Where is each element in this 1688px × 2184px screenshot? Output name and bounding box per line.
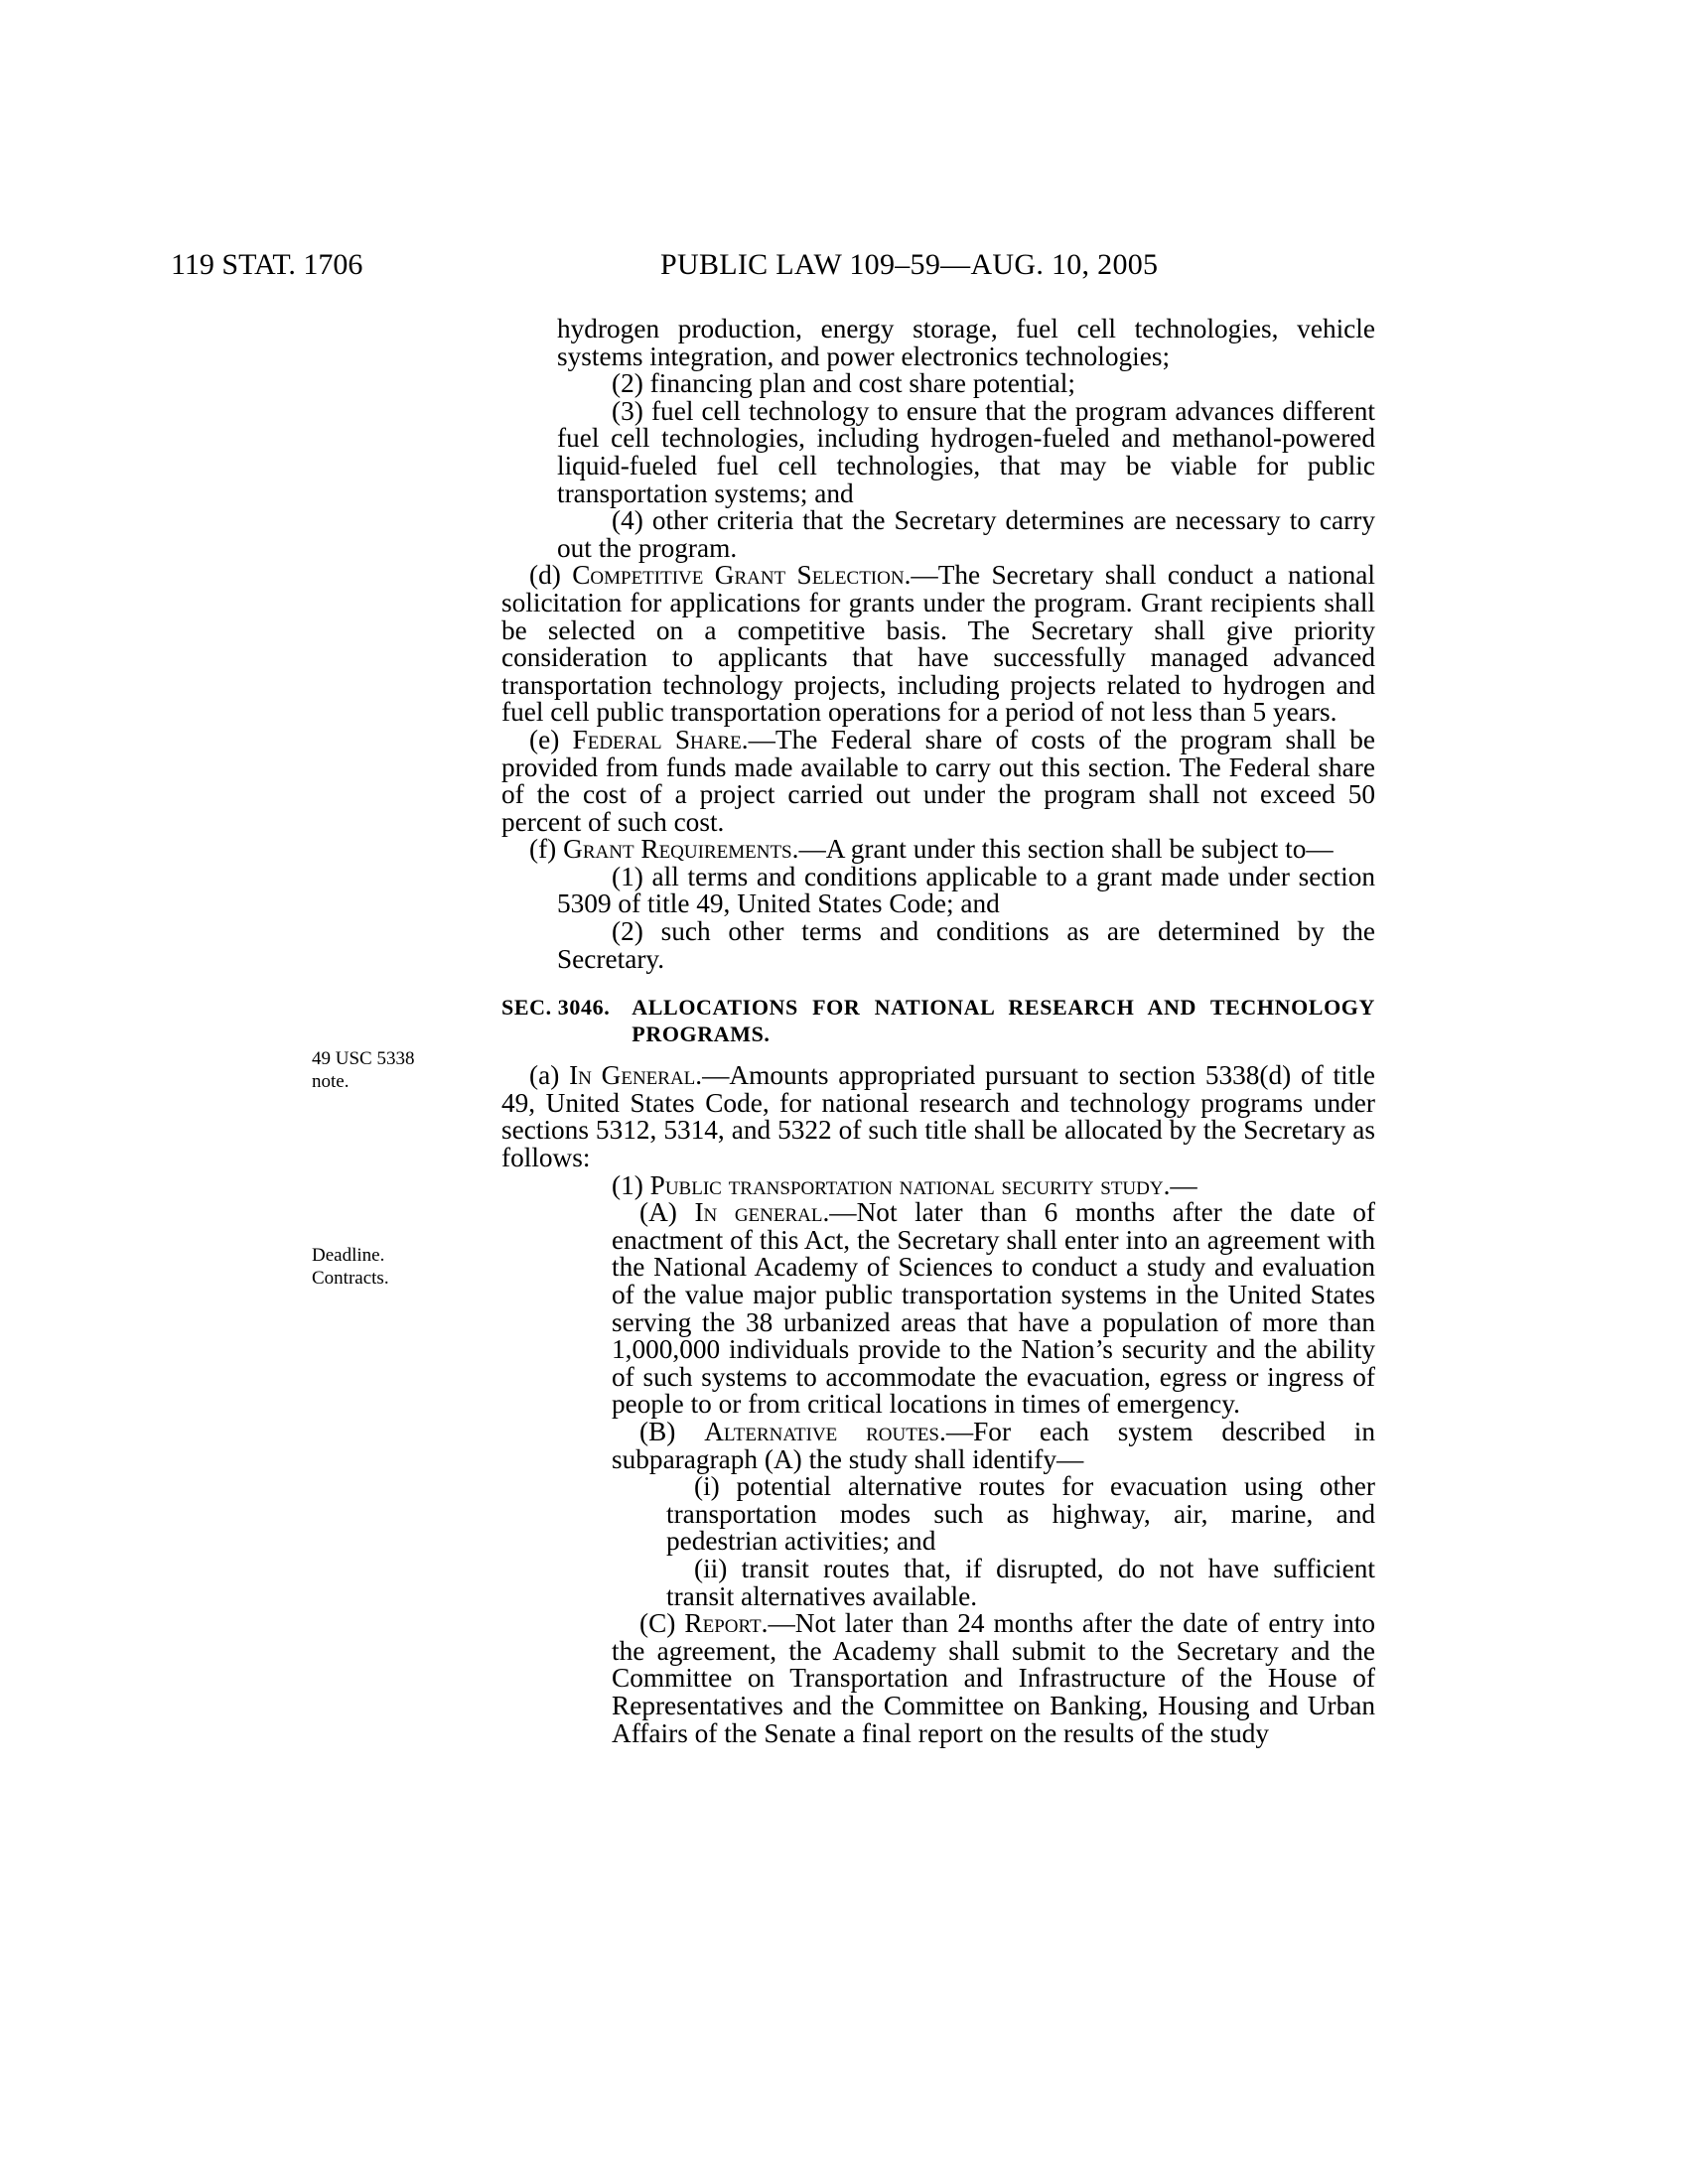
paragraph-1-dash: .— <box>1163 1169 1197 1200</box>
subparagraph-A-heading: In general <box>694 1197 823 1228</box>
subparagraph-C-text: .—Not later than 24 months after the date of entry into the agreement, the Academy shall submit to the Secretary and the Committee on Transportation and Infrastructure of the House of Representatives and the Committee on Banking, Housing and Urban Affairs of the Senate a final report on the results of the study <box>612 1608 1375 1748</box>
subparagraph-B-label: (B) <box>639 1416 705 1446</box>
subparagraph-A <box>501 1199 1375 1419</box>
subsection-d-label: (d) <box>529 560 573 591</box>
subsection-a-label: (a) <box>529 1060 570 1091</box>
subparagraph-B-heading: Alternative routes <box>704 1416 939 1446</box>
subparagraph-C <box>501 1610 1375 1747</box>
paragraph-3: (3) fuel cell technology to ensure that the program advances different fuel cell technologies, including hydrogen-fueled and methanol-powered liquid-fueled fuel cell technologies, that may be viable for public transportation systems; and <box>557 395 1375 508</box>
paragraph-1-heading <box>501 1169 1375 1200</box>
subparagraph-A-label: (A) <box>639 1197 695 1228</box>
statute-page-number: 119 STAT. 1706 <box>171 248 363 281</box>
subsection-a-text: .—Amounts appropriated pursuant to section 5338(d) of title 49, United States Code, for national research and technology programs under sections 5312, 5314, and 5322 of such title shall be allocated by the Secretary as follows: <box>501 1060 1375 1173</box>
subparagraph-B-text: .—For each system described in subparagraph (A) the study shall identify— <box>612 1416 1375 1474</box>
paragraph-4: (4) other criteria that the Secretary determines are necessary to carry out the program. <box>557 505 1375 563</box>
subsection-e-text: .—The Federal share of costs of the program shall be provided from funds made available to carry out this section. The Federal share of the cost of a project carried out under the program shall not exceed 50 percent of such cost. <box>501 724 1376 837</box>
subsection-e <box>501 724 1376 837</box>
clause-ii: (ii) transit routes that, if disrupted, do not have sufficient transit alternatives available. <box>666 1553 1375 1611</box>
subparagraph-B <box>501 1416 1375 1474</box>
margin-note-deadline: Deadline. Contracts. <box>312 1245 389 1289</box>
subsection-d-heading: Competitive Grant Selection <box>572 560 905 591</box>
subsection-f-item-1: (1) all terms and conditions applicable to a grant made under section 5309 of title 49, United States Code; and <box>557 861 1375 919</box>
subsection-f-label: (f) <box>529 834 564 865</box>
subparagraph-C-heading: Report <box>684 1608 762 1639</box>
subsection-d <box>501 562 1375 727</box>
subsection-f-text: .—A grant under this section shall be subject to— <box>791 834 1334 865</box>
subsection-d-text: .—The Secretary shall conduct a national solicitation for applications for grants under the program. Grant recipients shall be selected on a competitive basis. The Secretary shall give priority consideration to applicants that have successfully managed advanced transportation technology projects, including projects related to hydrogen and fuel cell public transportation operations for a period of not less than 5 years. <box>501 560 1375 728</box>
paragraph-1-title: Public transportation national security study <box>649 1169 1164 1200</box>
page-header <box>0 248 1688 288</box>
paragraph-2: (2) financing plan and cost share potential; <box>612 368 1075 399</box>
paragraph-1-label: (1) <box>612 1169 650 1200</box>
public-law-title: PUBLIC LAW 109–59—AUG. 10, 2005 <box>660 248 1159 281</box>
section-title: ALLOCATIONS FOR NATIONAL RESEARCH AND TECHNOLOGY PROGRAMS. <box>632 995 1375 1047</box>
margin-note-usc: 49 USC 5338 note. <box>312 1048 415 1092</box>
subsection-e-label: (e) <box>529 724 573 754</box>
subsection-a <box>501 1062 1375 1171</box>
section-heading <box>501 994 1375 1047</box>
document-body <box>501 316 1375 1747</box>
subparagraph-A-text: .—Not later than 6 months after the date of enactment of this Act, the Secretary shall enter into an agreement with the National Academy of Sciences to conduct a study and evaluation of the value major public transportation systems in the United States serving the 38 urbanized areas that have a population of more than 1,000,000 individuals provide to the Nation’s security and the ability of such systems to accommodate the evacuation, egress or ingress of people to or from critical locations in times of emergency. <box>612 1197 1375 1420</box>
clause-i: (i) potential alternative routes for evacuation using other transportation modes such as highway, air, marine, and pedestrian activities; and <box>666 1471 1375 1557</box>
subsection-e-heading: Federal Share <box>572 724 742 754</box>
section-number: SEC. 3046. <box>501 995 611 1021</box>
subsection-a-heading: In General <box>569 1060 696 1091</box>
subsection-f-heading: Grant Requirements <box>563 834 792 865</box>
subsection-f <box>501 836 1375 864</box>
subparagraph-C-label: (C) <box>639 1608 685 1639</box>
paragraph-continuation: hydrogen production, energy storage, fuel cell technologies, vehicle systems integration, and power electronics technologies; <box>557 314 1375 371</box>
subsection-f-item-2: (2) such other terms and conditions as are determined by the Secretary. <box>557 916 1375 974</box>
